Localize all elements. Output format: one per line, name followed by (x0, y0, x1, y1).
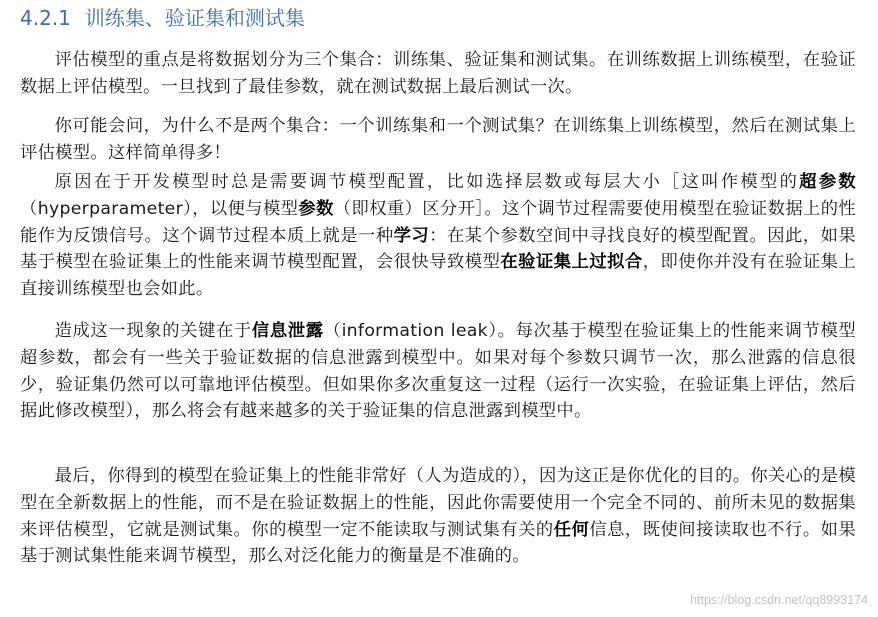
paragraph-3-text-2: （hyperparameter），以便与模型 (20, 198, 299, 219)
paragraph-1-text: 评估模型的重点是将数据划分为三个集合：训练集、验证集和测试集。在训练数据上训练模型，在验证数据上评估模型。一旦找到了最佳参数，就在测试数据上最后测试一次。 (20, 50, 856, 97)
term-overfit-validation: 在验证集上过拟合 (500, 252, 643, 273)
term-any: 任何 (553, 519, 590, 540)
paragraph-4-text-2: （information leak）。每次基于模型在验证集上的性能来调节模型超参数，都会有一些关于验证数据的信息泄露到模型中。如果对每个参数只调节一次，那么泄露的信息很少，验证集仍然可以可靠地评估模型。但如果你多次重复这一过程（运行一次实验，在验证集上评估，然后据此修改模型），那么将会有越来越多的关于验证集的信息泄露到模型中。 (20, 321, 856, 422)
paragraph-2-text: 你可能会问，为什么不是两个集合：一个训练集和一个测试集？在训练集上训练模型，然后在测试集上评估模型。这样简单得多！ (20, 116, 856, 163)
paragraph-3-text-3: （即权重）区分开］。这个调节过程需要使用模型在验证数据上的性能作为反馈信号。这个调节过程本质上就是一种 (20, 198, 857, 246)
term-learning: 学习 (393, 225, 430, 246)
paragraph-3 (20, 169, 856, 303)
paragraph-5-text-1: 最后，你得到的模型在验证集上的性能非常好（人为造成的），因为这正是你优化的目的。你关心的是模型在全新数据上的性能，而不是在验证数据上的性能，因此你需要使用一个完全不同的、前所未见的数据集来评估模型，它就是测试集。你的模型一定不能读取与测试集有关的 (20, 466, 856, 540)
section-heading (20, 4, 305, 32)
paragraph-5 (20, 463, 856, 570)
section-number: 4.2.1 (20, 6, 71, 30)
paragraph-5-text-2: 信息，既使间接读取也不行。如果基于测试集性能来调节模型，那么对泛化能力的衡量是不准确的。 (20, 519, 856, 567)
paragraph-3-text-4: ：在某个参数空间中寻找良好的模型配置。因此，如果基于模型在验证集上的性能来调节模型配置，会很快导致模型 (20, 225, 856, 273)
paragraph-1 (20, 47, 856, 101)
term-hyperparameter: 超参数 (799, 172, 856, 192)
paragraph-4 (20, 318, 856, 425)
paragraph-4-text-1: 造成这一现象的关键在于 (54, 321, 252, 341)
paragraph-2 (20, 113, 856, 167)
term-parameter: 参数 (298, 198, 334, 219)
paragraph-3-text-1: 原因在于开发模型时总是需要调节模型配置，比如选择层数或每层大小［这叫作模型的 (54, 172, 800, 192)
term-information-leak: 信息泄露 (251, 321, 324, 341)
watermark: https://blog.csdn.net/qq8993174 (690, 593, 868, 607)
paragraph-3-text-5: ，即使你并没有在验证集上直接训练模型也会如此。 (20, 252, 857, 300)
section-title: 训练集、验证集和测试集 (84, 6, 305, 30)
